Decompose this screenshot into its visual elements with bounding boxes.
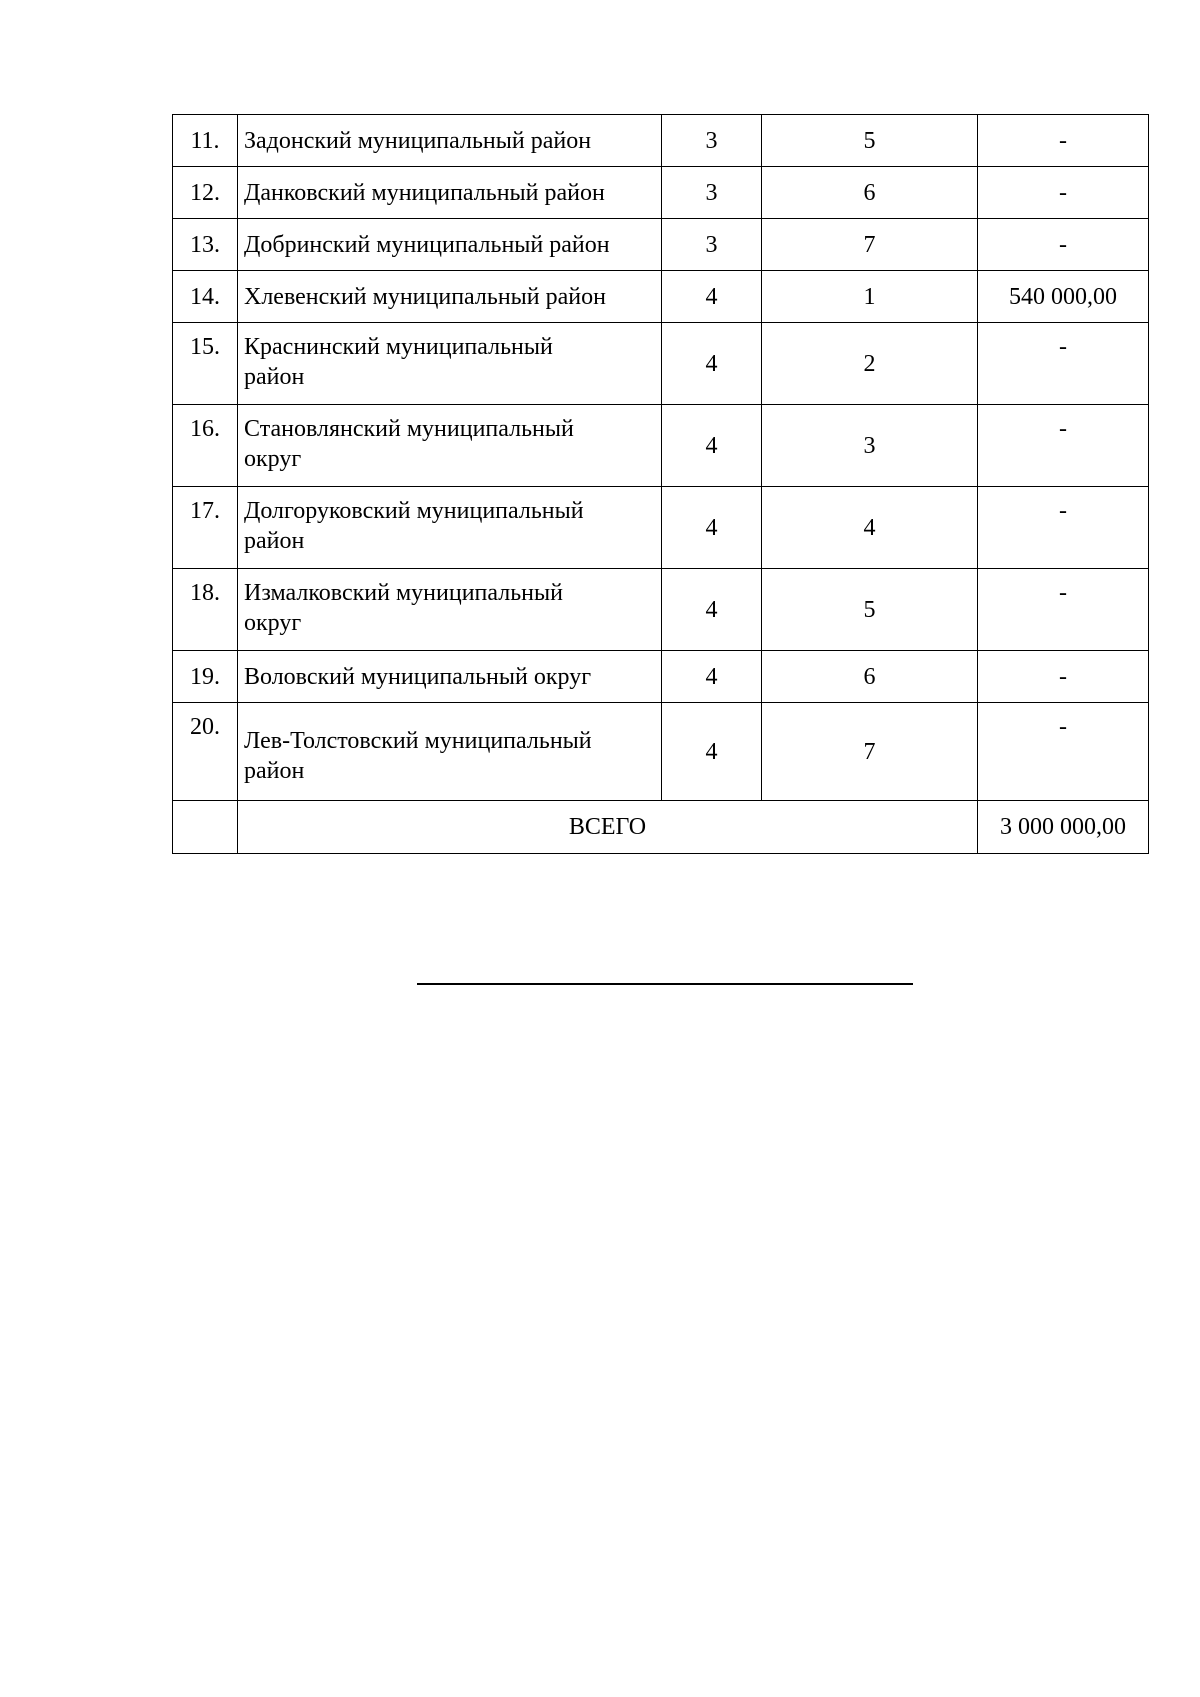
rank-value: 7	[762, 219, 978, 271]
total-amount: 3 000 000,00	[978, 801, 1149, 854]
group-value: 4	[662, 405, 762, 487]
name-line-1: Измалковский муниципальный	[244, 580, 563, 606]
amount-value: -	[978, 323, 1149, 405]
row-number: 12.	[173, 167, 238, 219]
rank-value: 7	[762, 703, 978, 801]
row-number: 13.	[173, 219, 238, 271]
amount-value: -	[978, 167, 1149, 219]
municipality-name	[238, 323, 662, 405]
municipality-name: Данковский муниципальный район	[238, 167, 662, 219]
name-line-2: округ	[244, 446, 302, 472]
group-value: 3	[662, 167, 762, 219]
municipality-name: Добринский муниципальный район	[238, 219, 662, 271]
amount-value: -	[978, 115, 1149, 167]
municipality-name	[238, 405, 662, 487]
table-row	[173, 323, 1149, 405]
table-row	[173, 271, 1149, 323]
group-value: 4	[662, 271, 762, 323]
table-row	[173, 115, 1149, 167]
group-value: 4	[662, 569, 762, 651]
rank-value: 5	[762, 115, 978, 167]
name-line-1: Долгоруковский муниципальный	[244, 498, 584, 524]
table-row	[173, 167, 1149, 219]
name-line-1: Краснинский муниципальный	[244, 334, 553, 360]
name-line-2: район	[244, 757, 305, 784]
municipality-name	[238, 569, 662, 651]
table-row	[173, 569, 1149, 651]
rank-value: 5	[762, 569, 978, 651]
row-number: 14.	[173, 271, 238, 323]
name-line-2: округ	[244, 610, 302, 636]
name-line-1: Лев-Толстовский муниципальный	[244, 727, 592, 754]
amount-value: 540 000,00	[978, 271, 1149, 323]
municipality-name: Задонский муниципальный район	[238, 115, 662, 167]
table-row	[173, 405, 1149, 487]
total-empty-cell	[173, 801, 238, 854]
closing-rule-line	[417, 983, 913, 985]
row-number: 11.	[173, 115, 238, 167]
table-row	[173, 219, 1149, 271]
allocation-table	[172, 114, 1149, 854]
amount-value: -	[978, 219, 1149, 271]
municipality-name: Хлевенский муниципальный район	[238, 271, 662, 323]
amount-value: -	[978, 405, 1149, 487]
group-value: 3	[662, 115, 762, 167]
amount-value: -	[978, 703, 1149, 801]
table-row	[173, 487, 1149, 569]
municipality-name	[238, 487, 662, 569]
group-value: 4	[662, 323, 762, 405]
group-value: 4	[662, 651, 762, 703]
amount-value: -	[978, 651, 1149, 703]
table-row	[173, 703, 1149, 801]
name-line-1: Становлянский муниципальный	[244, 416, 574, 442]
row-number: 17.	[173, 487, 238, 569]
name-line-2: район	[244, 528, 305, 554]
amount-value: -	[978, 569, 1149, 651]
row-number: 15.	[173, 323, 238, 405]
group-value: 4	[662, 487, 762, 569]
municipality-name	[238, 703, 662, 801]
total-row	[173, 801, 1149, 854]
rank-value: 6	[762, 651, 978, 703]
table-row	[173, 651, 1149, 703]
rank-value: 1	[762, 271, 978, 323]
group-value: 4	[662, 703, 762, 801]
rank-value: 3	[762, 405, 978, 487]
municipality-name: Воловский муниципальный округ	[238, 651, 662, 703]
row-number: 20.	[173, 703, 238, 801]
row-number: 19.	[173, 651, 238, 703]
amount-value: -	[978, 487, 1149, 569]
group-value: 3	[662, 219, 762, 271]
total-label: ВСЕГО	[238, 801, 978, 854]
rank-value: 2	[762, 323, 978, 405]
rank-value: 6	[762, 167, 978, 219]
name-line-2: район	[244, 364, 305, 390]
rank-value: 4	[762, 487, 978, 569]
row-number: 16.	[173, 405, 238, 487]
row-number: 18.	[173, 569, 238, 651]
